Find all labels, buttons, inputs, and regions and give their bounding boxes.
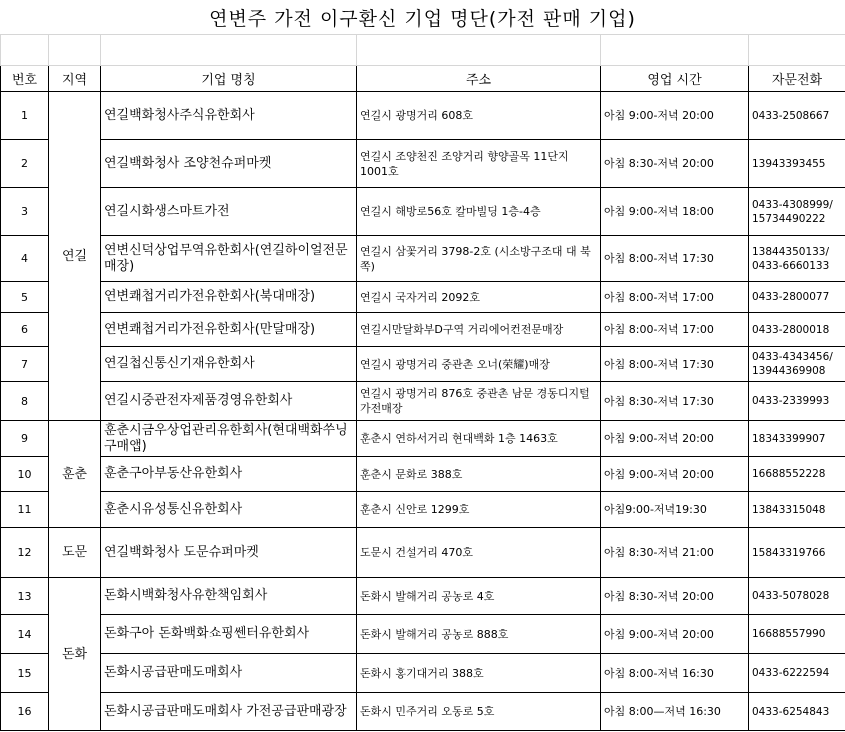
header-region[interactable]: 지역 bbox=[49, 66, 101, 92]
blank-cell[interactable] bbox=[749, 35, 845, 66]
business-hours[interactable]: 아침 9:00-저녁 20:00 bbox=[601, 421, 749, 457]
region-cell-yanji[interactable]: 연길 bbox=[49, 92, 101, 421]
company-address[interactable]: 훈춘시 연하서거리 현대백화 1층 1463호 bbox=[357, 421, 601, 457]
contact-phone[interactable]: 0433-6254843 bbox=[749, 693, 845, 731]
contact-phone[interactable]: 0433-4308999/ 15734490222 bbox=[749, 188, 845, 236]
region-cell-hunchun[interactable]: 훈춘 bbox=[49, 421, 101, 528]
company-name[interactable]: 연변쾌첩거리가전유한회사(북대매장) bbox=[101, 282, 357, 313]
table-row bbox=[1, 492, 845, 528]
contact-phone[interactable]: 0433-2800018 bbox=[749, 313, 845, 347]
company-address[interactable]: 연길시 삼꽃거리 3798-2호 (시소방구조대 대 북쪽) bbox=[357, 236, 601, 282]
company-name[interactable]: 연길시중관전자제품경영유한회사 bbox=[101, 382, 357, 421]
business-hours[interactable]: 아침 8:00-저녁 17:00 bbox=[601, 282, 749, 313]
company-address[interactable]: 연길시 광명거리 중관촌 오너(荣耀)매장 bbox=[357, 347, 601, 382]
company-address[interactable]: 연길시 국자거리 2092호 bbox=[357, 282, 601, 313]
row-number[interactable]: 6 bbox=[1, 313, 49, 347]
blank-cell[interactable] bbox=[49, 35, 101, 66]
company-address[interactable]: 연길시 광명거리 608호 bbox=[357, 92, 601, 140]
table-row bbox=[1, 654, 845, 693]
table-row bbox=[1, 313, 845, 347]
business-hours[interactable]: 아침 9:00-저녁 20:00 bbox=[601, 615, 749, 654]
company-address[interactable]: 도문시 건설거리 470호 bbox=[357, 528, 601, 578]
company-address[interactable]: 연길시만달화부D구역 거리에어컨전문매장 bbox=[357, 313, 601, 347]
blank-cell[interactable] bbox=[101, 35, 357, 66]
table-row bbox=[1, 578, 845, 615]
company-name[interactable]: 연길백화청사 도문슈퍼마켓 bbox=[101, 528, 357, 578]
contact-phone[interactable]: 18343399907 bbox=[749, 421, 845, 457]
company-name[interactable]: 연길시화생스마트가전 bbox=[101, 188, 357, 236]
contact-phone[interactable]: 16688552228 bbox=[749, 457, 845, 492]
table-row bbox=[1, 528, 845, 578]
row-number[interactable]: 9 bbox=[1, 421, 49, 457]
company-name[interactable]: 돈화시공급판매도매회사 가전공급판매광장 bbox=[101, 693, 357, 731]
contact-phone[interactable]: 0433-2508667 bbox=[749, 92, 845, 140]
row-number[interactable]: 8 bbox=[1, 382, 49, 421]
company-name[interactable]: 돈화시백화청사유한책임회사 bbox=[101, 578, 357, 615]
company-address[interactable]: 훈춘시 신안로 1299호 bbox=[357, 492, 601, 528]
header-company[interactable]: 기업 명칭 bbox=[101, 66, 357, 92]
company-name[interactable]: 돈화구아 돈화백화쇼핑쎈터유한회사 bbox=[101, 615, 357, 654]
table-row bbox=[1, 140, 845, 188]
business-hours[interactable]: 아침 8:00-저녁 17:30 bbox=[601, 347, 749, 382]
row-number[interactable]: 3 bbox=[1, 188, 49, 236]
header-address[interactable]: 주소 bbox=[357, 66, 601, 92]
company-address[interactable]: 훈춘시 문화로 388호 bbox=[357, 457, 601, 492]
row-number[interactable]: 1 bbox=[1, 92, 49, 140]
table-row bbox=[1, 693, 845, 731]
header-phone[interactable]: 자문전화 bbox=[749, 66, 845, 92]
company-name[interactable]: 훈춘시유성통신유한회사 bbox=[101, 492, 357, 528]
business-hours[interactable]: 아침9:00-저녁19:30 bbox=[601, 492, 749, 528]
business-hours[interactable]: 아침 8:00-저녁 16:30 bbox=[601, 654, 749, 693]
company-name[interactable]: 훈춘구아부동산유한회사 bbox=[101, 457, 357, 492]
company-name[interactable]: 연길백화청사 조양천슈퍼마켓 bbox=[101, 140, 357, 188]
row-number[interactable]: 16 bbox=[1, 693, 49, 731]
table-row bbox=[1, 457, 845, 492]
table-row bbox=[1, 92, 845, 140]
contact-phone[interactable]: 15843319766 bbox=[749, 528, 845, 578]
table-row bbox=[1, 615, 845, 654]
row-number[interactable]: 11 bbox=[1, 492, 49, 528]
company-name[interactable]: 연변쾌첩거리가전유한회사(만달매장) bbox=[101, 313, 357, 347]
business-hours[interactable]: 아침 8:00—저녁 16:30 bbox=[601, 693, 749, 731]
table-row bbox=[1, 236, 845, 282]
company-table bbox=[0, 34, 845, 731]
company-name[interactable]: 훈춘시금우상업관리유한회사(현대백화쑤닝구매앱) bbox=[101, 421, 357, 457]
header-hours[interactable]: 영업 시간 bbox=[601, 66, 749, 92]
business-hours[interactable]: 아침 9:00-저녁 18:00 bbox=[601, 188, 749, 236]
table-row bbox=[1, 421, 845, 457]
row-number[interactable]: 15 bbox=[1, 654, 49, 693]
company-address[interactable]: 연길시 해방로56호 칼마빌딩 1층-4층 bbox=[357, 188, 601, 236]
row-number[interactable]: 7 bbox=[1, 347, 49, 382]
row-number[interactable]: 5 bbox=[1, 282, 49, 313]
company-address[interactable]: 돈화시 발해거리 공농로 4호 bbox=[357, 578, 601, 615]
header-no[interactable]: 번호 bbox=[1, 66, 49, 92]
row-number[interactable]: 14 bbox=[1, 615, 49, 654]
company-address[interactable]: 돈화시 민주거리 오동로 5호 bbox=[357, 693, 601, 731]
row-number[interactable]: 2 bbox=[1, 140, 49, 188]
blank-cell[interactable] bbox=[357, 35, 601, 66]
table-row bbox=[1, 382, 845, 421]
company-address[interactable]: 돈화시 홍기대거리 388호 bbox=[357, 654, 601, 693]
region-cell-tumen[interactable]: 도문 bbox=[49, 528, 101, 578]
row-number[interactable]: 13 bbox=[1, 578, 49, 615]
contact-phone[interactable]: 13844350133/ 0433-6660133 bbox=[749, 236, 845, 282]
blank-row bbox=[1, 35, 845, 66]
blank-cell[interactable] bbox=[601, 35, 749, 66]
company-address[interactable]: 연길시 조양천진 조양거리 향양골목 11단지 1001호 bbox=[357, 140, 601, 188]
business-hours[interactable]: 아침 8:30-저녁 21:00 bbox=[601, 528, 749, 578]
row-number[interactable]: 12 bbox=[1, 528, 49, 578]
region-cell-dunhua[interactable]: 돈화 bbox=[49, 578, 101, 731]
company-name[interactable]: 연변신덕상업무역유한회사(연길하이얼전문매장) bbox=[101, 236, 357, 282]
company-name[interactable]: 돈화시공급판매도매회사 bbox=[101, 654, 357, 693]
contact-phone[interactable]: 0433-5078028 bbox=[749, 578, 845, 615]
business-hours[interactable]: 아침 8:30-저녁 17:30 bbox=[601, 382, 749, 421]
contact-phone[interactable]: 16688557990 bbox=[749, 615, 845, 654]
contact-phone[interactable]: 0433-4343456/ 13944369908 bbox=[749, 347, 845, 382]
header-row bbox=[1, 66, 845, 92]
business-hours[interactable]: 아침 8:30-저녁 20:00 bbox=[601, 578, 749, 615]
business-hours[interactable]: 아침 8:30-저녁 20:00 bbox=[601, 140, 749, 188]
business-hours[interactable]: 아침 9:00-저녁 20:00 bbox=[601, 92, 749, 140]
company-address[interactable]: 연길시 광명거리 876호 중관촌 남문 경동디지털가전매장 bbox=[357, 382, 601, 421]
business-hours[interactable]: 아침 9:00-저녁 20:00 bbox=[601, 457, 749, 492]
page-title: 연변주 가전 이구환신 기업 명단(가전 판매 기업) bbox=[209, 7, 636, 30]
table-row bbox=[1, 282, 845, 313]
business-hours[interactable]: 아침 8:00-저녁 17:00 bbox=[601, 313, 749, 347]
contact-phone[interactable]: 0433-2800077 bbox=[749, 282, 845, 313]
contact-phone[interactable]: 0433-2339993 bbox=[749, 382, 845, 421]
blank-cell[interactable] bbox=[1, 35, 49, 66]
table-row bbox=[1, 347, 845, 382]
row-number[interactable]: 4 bbox=[1, 236, 49, 282]
company-name[interactable]: 연길첩신통신기재유한회사 bbox=[101, 347, 357, 382]
table-row bbox=[1, 188, 845, 236]
row-number[interactable]: 10 bbox=[1, 457, 49, 492]
company-address[interactable]: 돈화시 발해거리 공농로 888호 bbox=[357, 615, 601, 654]
contact-phone[interactable]: 0433-6222594 bbox=[749, 654, 845, 693]
company-name[interactable]: 연길백화청사주식유한회사 bbox=[101, 92, 357, 140]
business-hours[interactable]: 아침 8:00-저녁 17:30 bbox=[601, 236, 749, 282]
contact-phone[interactable]: 13943393455 bbox=[749, 140, 845, 188]
contact-phone[interactable]: 13843315048 bbox=[749, 492, 845, 528]
